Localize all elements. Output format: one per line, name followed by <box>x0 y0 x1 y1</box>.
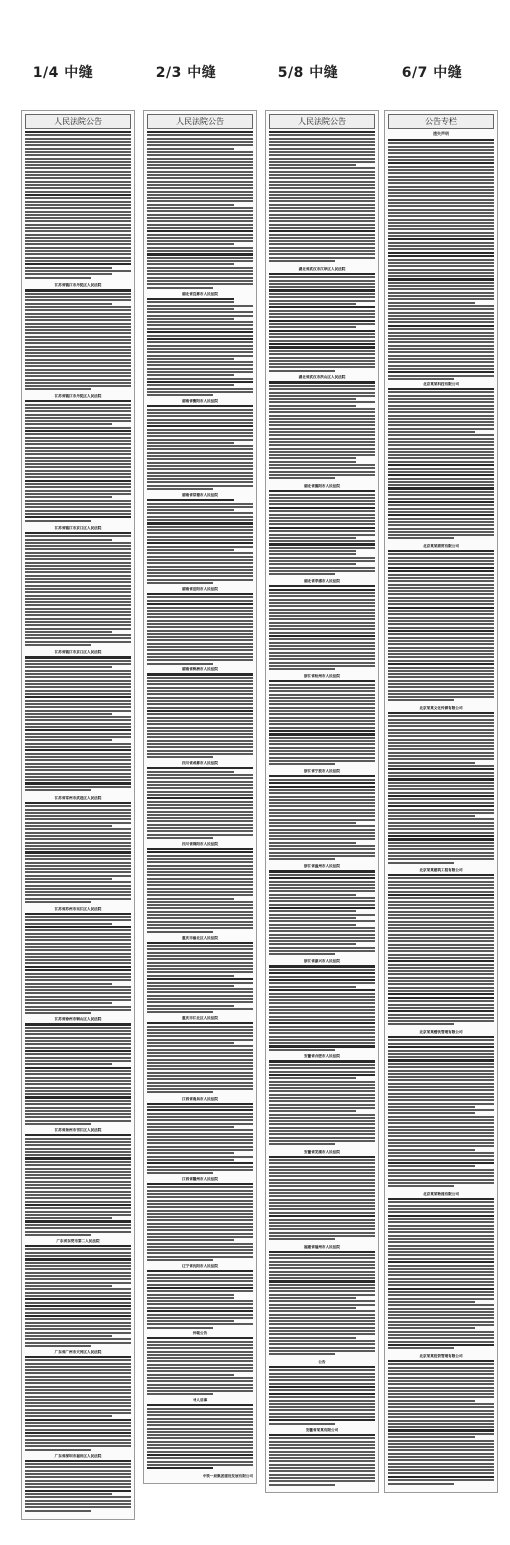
announcement-text <box>269 1060 375 1148</box>
announcement-text <box>147 1183 253 1263</box>
column-label-3: 5/8 中缝 <box>277 65 339 81</box>
announcement-text <box>147 131 253 291</box>
column-subtitle: 遗失声明 <box>433 131 449 136</box>
announcement-text <box>388 139 494 381</box>
court-heading: 湖北省襄阳市人民法院 <box>304 484 340 489</box>
announcement-text <box>147 1103 253 1176</box>
court-heading: 安徽省芜湖市人民法院 <box>304 1149 340 1154</box>
court-heading: 浙江省杭州市人民法院 <box>304 674 340 679</box>
court-heading: 江苏省徐州市铜山区人民法院 <box>54 1017 102 1022</box>
announcement-text <box>25 1023 131 1127</box>
court-heading: 江苏省镇江市京口区人民法院 <box>54 525 102 530</box>
column-label-2: 2/3 中缝 <box>155 65 217 81</box>
announcement-text <box>269 870 375 958</box>
announcement-text <box>25 400 131 525</box>
announcement-text <box>269 775 375 863</box>
court-heading: 广东省广州市天河区人民法院 <box>54 1349 102 1354</box>
court-heading: 北京某某商贸有限公司 <box>423 544 459 548</box>
court-heading: 湖北省武汉市江岸区人民法院 <box>298 266 346 271</box>
court-heading: 寻人启事 <box>192 1398 208 1403</box>
court-heading: 湖南省衡阳市人民法院 <box>182 399 218 404</box>
announcement-text <box>269 273 375 375</box>
announcement-text <box>147 942 253 1015</box>
court-heading: 重庆市渝北区人民法院 <box>182 935 218 940</box>
announcement-text <box>388 550 494 705</box>
court-heading: 湖北省武汉市洪山区人民法院 <box>298 375 346 380</box>
court-heading: 福建省福州市人民法院 <box>304 1244 340 1249</box>
announcement-column-2 <box>143 110 257 1484</box>
court-heading: 重庆市江北区人民法院 <box>182 1016 218 1021</box>
column-body <box>269 131 375 1489</box>
court-heading: 广东省深圳市福田区人民法院 <box>54 1453 102 1458</box>
announcement-text <box>25 131 131 282</box>
announcement-text <box>269 1366 375 1427</box>
column-body <box>147 131 253 1480</box>
announcement-text <box>269 131 375 266</box>
court-heading: 北京某某建筑工程有限公司 <box>419 868 463 872</box>
announcement-text <box>269 381 375 483</box>
announcement-text <box>147 499 253 586</box>
court-heading: 广东省东莞市第二人民法院 <box>56 1239 100 1243</box>
announcement-text <box>25 913 131 1017</box>
court-heading: 江苏省扬州市邗江区人民法院 <box>54 1128 102 1133</box>
announcement-text <box>388 388 494 543</box>
court-heading: 江西省赣州市人民法院 <box>182 1176 218 1181</box>
court-heading: 四川省绵阳市人民法院 <box>182 841 218 846</box>
announcement-text <box>147 1270 253 1330</box>
announcement-text <box>25 1134 131 1238</box>
court-heading: 四川省成都市人民法院 <box>182 761 218 766</box>
column-title: 人民法院公告 <box>269 114 375 129</box>
court-heading: 浙江省嘉兴市人民法院 <box>304 959 340 964</box>
court-heading: 公告 <box>318 1359 326 1364</box>
court-heading: 湖南省常德市人民法院 <box>182 493 218 498</box>
column-label-4: 6/7 中缝 <box>401 65 463 81</box>
announcement-text <box>25 802 131 906</box>
column-label-1: 1/4 中缝 <box>32 65 94 81</box>
announcement-text <box>388 712 494 867</box>
court-heading: 辽宁省沈阳市人民法院 <box>182 1264 218 1269</box>
announcement-text <box>25 1460 131 1515</box>
announcement-text <box>147 1022 253 1095</box>
announcement-text <box>388 874 494 1029</box>
announcement-text <box>147 673 253 760</box>
announcement-text <box>147 593 253 666</box>
court-heading: 江苏省苏州市吴江区人民法院 <box>54 906 102 911</box>
announcement-column-3 <box>265 110 379 1493</box>
announcement-text <box>269 1434 375 1488</box>
announcement-text <box>269 585 375 673</box>
court-heading: 湖南省株洲市人民法院 <box>182 667 218 672</box>
announcement-text <box>25 1356 131 1453</box>
announcement-text <box>25 656 131 794</box>
announcement-text <box>147 405 253 492</box>
court-heading: 北京某某科技有限公司 <box>423 382 459 386</box>
announcement-text <box>269 490 375 578</box>
court-heading: 安徽省某某有限公司 <box>305 1427 339 1432</box>
court-heading: 浙江省宁波市人民法院 <box>304 769 340 774</box>
column-title: 公告专栏 <box>388 114 494 129</box>
column-title: 人民法院公告 <box>25 114 131 129</box>
column-body <box>388 139 494 1489</box>
court-heading: 北京某某投资管理有限公司 <box>419 1354 463 1358</box>
court-heading: 湖南省岳阳市人民法院 <box>182 586 218 591</box>
court-heading: 安徽省合肥市人民法院 <box>304 1054 340 1059</box>
court-heading: 江西省南昌市人民法院 <box>182 1096 218 1101</box>
court-heading: 江苏省常州市武进区人民法院 <box>54 795 102 800</box>
column-body <box>25 131 131 1516</box>
announcement-text <box>269 1156 375 1244</box>
announcement-text <box>147 298 253 398</box>
court-heading: 江苏省镇江市京口区人民法院 <box>54 650 102 655</box>
announcement-text <box>269 680 375 768</box>
column-title: 人民法院公告 <box>147 114 253 129</box>
announcement-text <box>147 848 253 935</box>
announcement-column-4 <box>384 110 498 1493</box>
court-heading: 浙江省温州市人民法院 <box>304 864 340 869</box>
announcement-text <box>388 1036 494 1191</box>
court-heading: 北京某某物流有限公司 <box>423 1192 459 1196</box>
announcement-text <box>147 767 253 840</box>
court-heading: 湖北省孝感市人民法院 <box>304 579 340 584</box>
announcement-text <box>388 1360 494 1488</box>
court-heading: 江苏省镇江市丹徒区人民法院 <box>54 283 102 288</box>
court-heading: 北京某某餐饮管理有限公司 <box>419 1030 463 1034</box>
court-heading: 仲裁公告 <box>192 1331 208 1336</box>
announcement-text <box>388 1198 494 1353</box>
court-heading: 江苏省镇江市丹徒区人民法院 <box>54 394 102 399</box>
announcement-text <box>147 1404 253 1471</box>
column-trailer: 中铁一局集团建设发展有限公司 <box>202 1474 253 1478</box>
announcement-column-1 <box>21 110 135 1520</box>
announcement-text <box>25 289 131 393</box>
announcement-text <box>25 1245 131 1349</box>
announcement-text <box>269 1251 375 1359</box>
announcement-text <box>269 965 375 1053</box>
announcement-text <box>25 532 131 650</box>
court-heading: 湖北省宜都市人民法院 <box>182 291 218 296</box>
court-heading: 北京某某文化传媒有限公司 <box>419 706 463 710</box>
announcement-text <box>147 1337 253 1397</box>
